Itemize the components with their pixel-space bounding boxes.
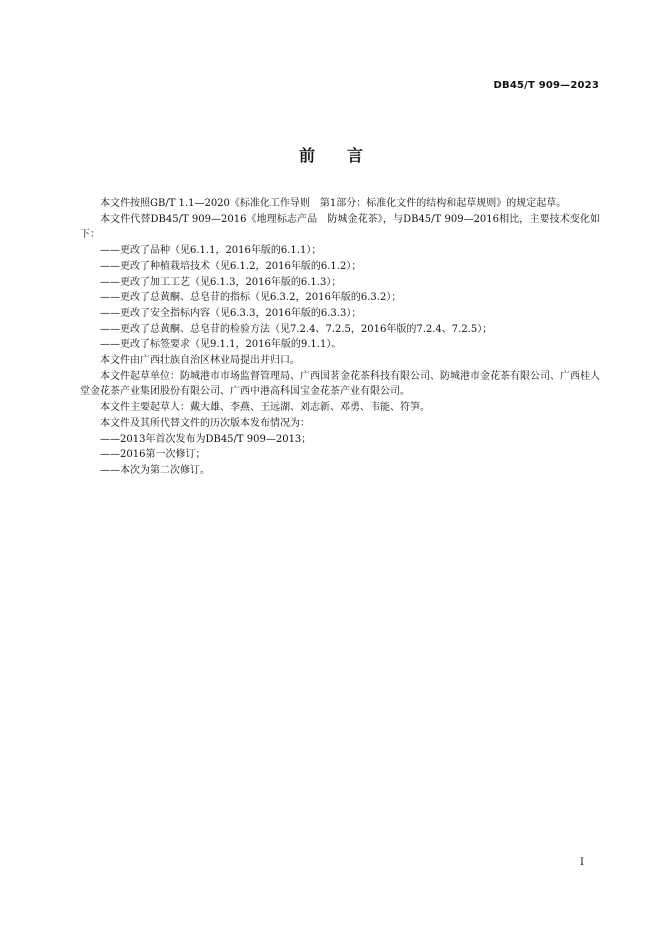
intro-paragraph: 本文件按照GB/T 1.1—2020《标准化工作导则 第1部分：标准化文件的结构和起草规则》的规定起草。 <box>100 198 567 209</box>
replacement-paragraph: 本文件代替DB45/T 909—2016《地理标志产品 防城金花茶》，与DB45/T 909—2016相比，主要技术变化如下： <box>80 213 600 241</box>
change-item: ——更改了标签要求（见9.1.1，2016年版的9.1.1）。 <box>100 339 342 351</box>
drafters-paragraph: 本文件主要起草人：戴大雄、李燕、王远湖、刘志新、邓勇、韦能、符笋。 <box>100 402 430 414</box>
foreword-body <box>80 196 600 479</box>
change-item: ——更改了品种（见6.1.1，2016年版的6.1.1）； <box>100 245 322 257</box>
history-item: ——2013年首次发布为DB45/T 909—2013； <box>100 433 312 445</box>
proposer-paragraph: 本文件由广西壮族自治区林业局提出并归口。 <box>100 355 300 367</box>
page-number: I <box>580 857 584 868</box>
change-item: ——更改了加工工艺（见6.1.3，2016年版的6.1.3）； <box>100 276 342 288</box>
history-intro-paragraph: 本文件及其所代替文件的历次版本发布情况为： <box>100 417 310 429</box>
change-item: ——更改了种植栽培技术（见6.1.2，2016年版的6.1.2）； <box>100 260 362 272</box>
change-item: ——更改了总黄酮、总皂苷的指标（见6.3.2，2016年版的6.3.2）； <box>100 292 402 304</box>
page-title: 前 言 <box>298 146 363 165</box>
drafting-units-paragraph: 本文件起草单位：防城港市市场监督管理局、广西国茗金花茶科技有限公司、防城港市金花茶有限公司、广西桂人堂金花茶产业集团股份有限公司、广西中港高科国宝金花茶产业有限公司。 <box>80 370 600 398</box>
history-item: ——本次为第二次修订。 <box>100 464 210 476</box>
document-code: DB45/T 909—2023 <box>493 80 599 91</box>
change-item: ——更改了总黄酮、总皂苷的检验方法（见7.2.4、7.2.5，2016年版的7.2.4、7.2.5）； <box>100 323 493 335</box>
change-item: ——更改了安全指标内容（见6.3.3，2016年版的6.3.3）； <box>100 307 362 319</box>
history-item: ——2016第一次修订； <box>100 449 206 461</box>
